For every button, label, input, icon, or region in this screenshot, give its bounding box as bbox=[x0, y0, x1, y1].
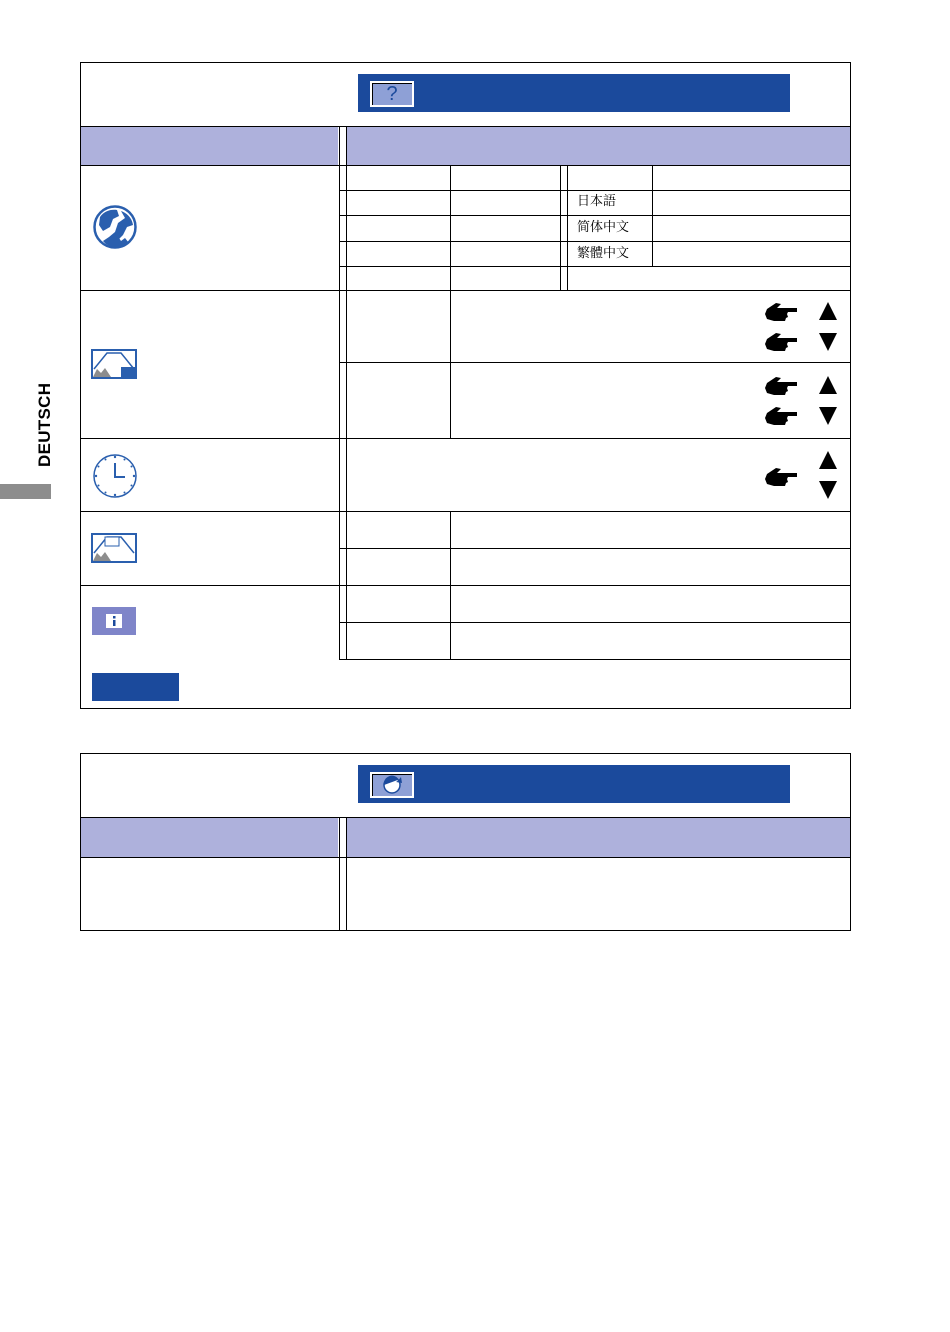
arrow-down-icon bbox=[818, 332, 838, 352]
arrow-up-icon bbox=[818, 450, 838, 470]
reset-header-left bbox=[81, 818, 338, 857]
pointing-hand-icon bbox=[764, 467, 798, 487]
arrow-up-icon bbox=[818, 301, 838, 321]
side-language-bar bbox=[0, 484, 51, 499]
arrow-up-icon bbox=[818, 375, 838, 395]
menu-title-bar bbox=[358, 74, 790, 112]
pointing-hand-icon bbox=[764, 302, 798, 322]
arrow-down-icon bbox=[818, 406, 838, 426]
globe-icon bbox=[93, 205, 137, 249]
information-icon bbox=[92, 607, 136, 635]
menu-header-left bbox=[81, 127, 338, 165]
reset-icon bbox=[370, 772, 414, 798]
language-japanese: 日本語 bbox=[577, 194, 617, 209]
help-icon: ? bbox=[370, 81, 414, 107]
arrow-down-icon bbox=[818, 480, 838, 500]
picture-icon bbox=[91, 533, 137, 563]
pointing-hand-icon bbox=[764, 406, 798, 426]
side-language-label: DEUTSCH bbox=[35, 382, 54, 468]
reset-header-right bbox=[347, 818, 850, 857]
reset-title-bar bbox=[358, 765, 790, 803]
note-label-block bbox=[92, 673, 179, 701]
pointing-hand-icon bbox=[764, 332, 798, 352]
menu-header-right bbox=[347, 127, 850, 165]
osd-position-icon bbox=[91, 349, 137, 379]
language-simplified-chinese: 简体中文 bbox=[577, 220, 630, 235]
language-traditional-chinese: 繁體中文 bbox=[577, 246, 630, 261]
pointing-hand-icon bbox=[764, 376, 798, 396]
clock-icon bbox=[92, 453, 138, 499]
